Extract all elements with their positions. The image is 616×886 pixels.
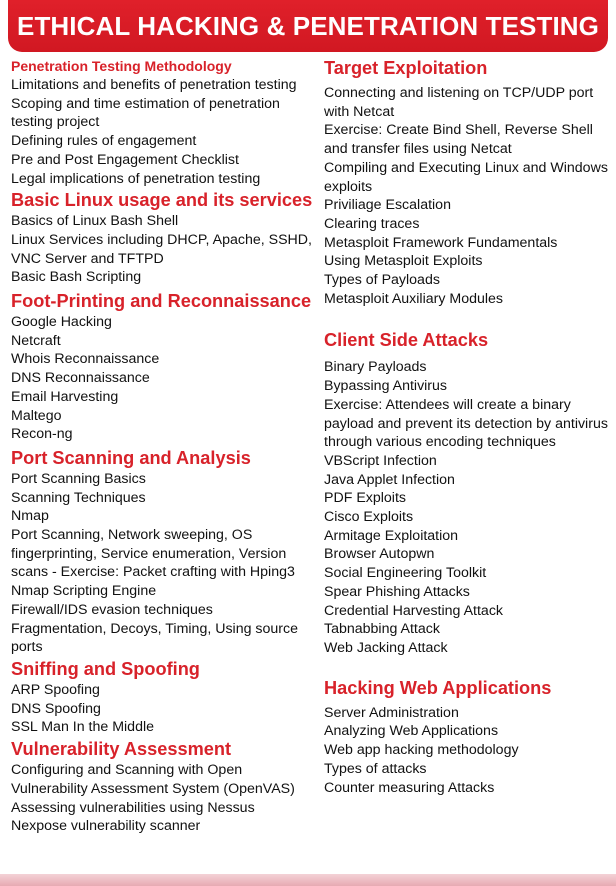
- left-column: [11, 56, 315, 836]
- section-list: [324, 358, 614, 657]
- section-heading: Foot-Printing and Reconnaissance: [11, 291, 312, 312]
- list-item: SSL Man In the Middle: [11, 719, 155, 736]
- list-item: Social Engineering Toolkit: [324, 565, 487, 582]
- list-item: DNS Reconnaissance: [11, 370, 150, 387]
- list-item: Legal implications of penetration testing: [11, 170, 261, 187]
- list-item: Using Metasploit Exploits: [324, 253, 483, 270]
- list-item: Bypassing Antivirus: [324, 378, 448, 395]
- list-item: Clearing traces: [324, 215, 420, 232]
- page-title: ETHICAL HACKING & PENETRATION TESTING: [17, 10, 599, 41]
- list-item: Email Harvesting: [11, 388, 119, 405]
- list-item: Analyzing Web Applications: [324, 723, 499, 740]
- list-item: Exercise: Attendees will create a binary payload and prevent its detection by antivirus through various encoding techniques: [324, 396, 608, 451]
- section-heading: Client Side Attacks: [324, 330, 489, 351]
- list-item: ARP Spoofing: [11, 681, 100, 698]
- list-item: Whois Reconnaissance: [11, 351, 160, 368]
- list-item: DNS Spoofing: [11, 700, 101, 717]
- list-item: Basic Bash Scripting: [11, 269, 142, 286]
- section-list: [11, 76, 315, 188]
- list-item: Compiling and Executing Linux and Windows exploits: [324, 159, 608, 195]
- section-heading: Vulnerability Assessment: [11, 739, 232, 760]
- section-target-exploitation: [324, 56, 614, 308]
- section-list: [11, 313, 315, 444]
- section-heading: Hacking Web Applications: [324, 677, 552, 698]
- list-item: Counter measuring Attacks: [324, 779, 495, 796]
- section-list: [324, 704, 614, 798]
- section-hacking-web-applications: [324, 676, 614, 798]
- list-item: Assessing vulnerabilities using Nessus: [11, 799, 255, 816]
- section-heading: Sniffing and Spoofing: [11, 658, 200, 679]
- section-vulnerability-assessment: [11, 737, 315, 836]
- list-item: Linux Services including DHCP, Apache, SSHD, VNC Server and TFTPD: [11, 231, 312, 267]
- list-item: Scanning Techniques: [11, 489, 146, 506]
- section-foot-printing: [11, 289, 315, 444]
- section-list: [11, 681, 315, 737]
- list-item: Spear Phishing Attacks: [324, 583, 470, 600]
- section-penetration-testing-methodology: [11, 56, 315, 188]
- list-item: Limitations and benefits of penetration testing: [11, 77, 297, 93]
- list-item: Web app hacking methodology: [324, 742, 519, 759]
- section-list: [11, 761, 315, 836]
- list-item: Binary Payloads: [324, 359, 427, 376]
- list-item: Port Scanning Basics: [11, 470, 146, 487]
- list-item: Google Hacking: [11, 314, 112, 331]
- section-list: [11, 470, 315, 657]
- section-heading: Port Scanning and Analysis: [11, 447, 251, 468]
- list-item: Nexpose vulnerability scanner: [11, 818, 201, 835]
- list-item: Browser Autopwn: [324, 546, 435, 563]
- list-item: Armitage Exploitation: [324, 527, 459, 544]
- section-port-scanning: [11, 446, 315, 657]
- footer-bar: [0, 874, 616, 886]
- list-item: Pre and Post Engagement Checklist: [11, 151, 239, 168]
- list-item: PDF Exploits: [324, 490, 406, 507]
- list-item: VBScript Infection: [324, 452, 437, 469]
- list-item: Configuring and Scanning with Open Vulnerability Assessment System (OpenVAS): [11, 762, 295, 797]
- list-item: Connecting and listening on TCP/UDP port with Netcat: [324, 85, 594, 120]
- list-item: Exercise: Create Bind Shell, Reverse Shell and transfer files using Netcat: [324, 122, 593, 158]
- list-item: Types of attacks: [324, 760, 427, 777]
- right-column: [324, 56, 614, 797]
- list-item: Scoping and time estimation of penetration testing project: [11, 95, 280, 131]
- section-list: [11, 212, 315, 287]
- list-item: Recon-ng: [11, 426, 73, 443]
- list-item: Fragmentation, Decoys, Timing, Using source ports: [11, 620, 299, 656]
- section-heading: Basic Linux usage and its services: [11, 190, 313, 211]
- list-item: Types of Payloads: [324, 272, 440, 289]
- list-item: Credential Harvesting Attack: [324, 602, 504, 619]
- list-item: Netcraft: [11, 332, 61, 349]
- list-item: Firewall/IDS evasion techniques: [11, 601, 213, 618]
- list-item: Web Jacking Attack: [324, 639, 448, 656]
- section-sniffing-spoofing: [11, 657, 315, 737]
- title-banner: [8, 0, 608, 52]
- list-item: Defining rules of engagement: [11, 133, 197, 150]
- list-item: Metasploit Auxiliary Modules: [324, 290, 503, 307]
- list-item: Port Scanning, Network sweeping, OS fingerprinting, Service enumeration, Version scans - Exercise: Packet crafting with Hping3: [11, 527, 295, 581]
- section-client-side-attacks: [324, 328, 614, 657]
- list-item: Nmap: [11, 508, 49, 525]
- section-list: [324, 84, 614, 308]
- section-basic-linux: [11, 188, 315, 287]
- list-item: Java Applet Infection: [324, 471, 455, 488]
- list-item: Metasploit Framework Fundamentals: [324, 234, 558, 251]
- list-item: Server Administration: [324, 704, 459, 721]
- section-heading: Target Exploitation: [324, 58, 488, 78]
- list-item: Tabnabbing Attack: [324, 621, 440, 638]
- list-item: Nmap Scripting Engine: [11, 583, 157, 600]
- list-item: Cisco Exploits: [324, 509, 414, 526]
- list-item: Basics of Linux Bash Shell: [11, 213, 179, 230]
- list-item: Priviliage Escalation: [324, 197, 451, 214]
- list-item: Maltego: [11, 407, 62, 424]
- section-heading: Penetration Testing Methodology: [11, 58, 232, 74]
